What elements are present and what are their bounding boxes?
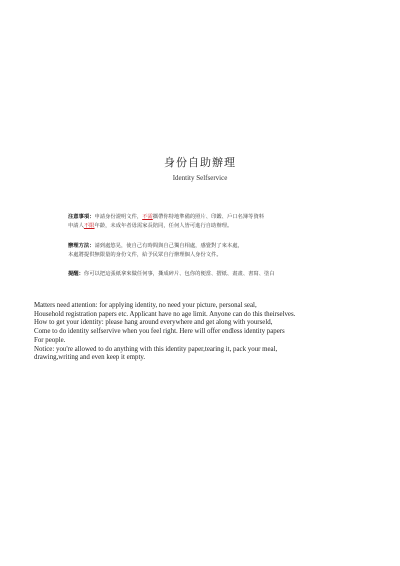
- tip-label: 提醒：: [68, 271, 84, 277]
- tip-section-chinese: [68, 270, 368, 279]
- method-line-1: [68, 242, 368, 251]
- english-line: Matters need attention: for applying identity, no need your picture, personal seal,: [34, 302, 257, 309]
- notice-highlight-2: 不限: [83, 222, 95, 229]
- english-section: [34, 302, 379, 363]
- english-line: Household registration papers etc. Applicant have no age limit. Anyone can do this theirselves.: [34, 310, 296, 318]
- english-line: Come to do identity selfservive when you feel right. Here will offer endless identity papers: [34, 328, 285, 336]
- tip-line-1: [68, 270, 368, 279]
- english-line: Notice: you're allowed to do anything with this identity paper,tearing it, pack your meal,: [34, 345, 278, 353]
- method-section-chinese: [68, 242, 368, 259]
- english-line: drawing,writing and even keep it empty.: [34, 354, 146, 362]
- title-block: [0, 154, 400, 182]
- notice-text-1a: 申請身份證明文件，: [94, 214, 143, 220]
- notice-highlight-1: 不需: [142, 214, 153, 220]
- method-line-2: 本處將提供無限量的身份文件，給予民眾自行辦理個人身份文件。: [68, 251, 222, 258]
- notice-line-1: [68, 213, 368, 222]
- notice-text-1b: 攜帶你特地準備的照片、印鑑、戶口名簿等資料: [152, 214, 265, 220]
- notice-text-2a: 申請人: [68, 222, 84, 229]
- english-line: For people.: [34, 336, 66, 344]
- english-line: How to get your identity: please hang around everywhere and get along with yourseld,: [34, 319, 273, 327]
- page-title-english: Identity Selfservice: [172, 174, 228, 182]
- notice-line-2: [68, 222, 368, 231]
- notice-text-2b: 年齡，未成年者毋需家長陪同，任何人皆可進行自助辦理。: [94, 222, 233, 229]
- notice-section-chinese: [68, 213, 368, 230]
- notice-label: 注意事項：: [68, 214, 95, 220]
- method-text-1: 請到處悠晃，使自己有時間與自己獨自相處，感覺對了來本處，: [94, 243, 243, 249]
- page-title-chinese: 身份自助辦理: [164, 156, 236, 169]
- tip-text-1: 你可以把這張紙拿來做任何事，撕成碎片、包你的便當、摺紙、畫畫、書寫、塗白: [83, 271, 275, 277]
- method-label: 辦理方法：: [68, 243, 95, 249]
